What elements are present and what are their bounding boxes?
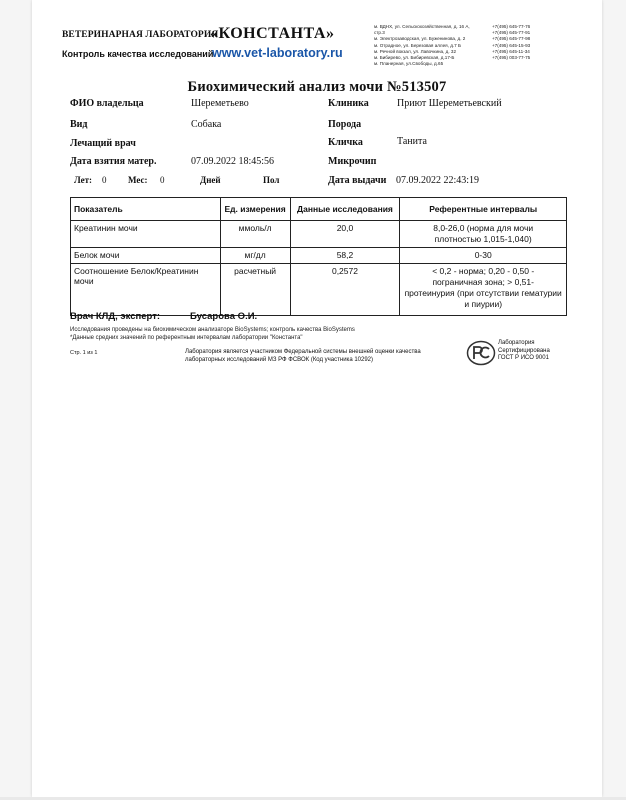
parameter-unit: расчетный [220, 264, 290, 316]
breed-label: Порода [328, 119, 362, 130]
species-value: Собака [191, 119, 222, 130]
nickname-value: Танита [397, 136, 427, 147]
parameter-unit: ммоль/л [220, 221, 290, 248]
table-header-row [71, 198, 567, 221]
clinic-value: Приют Шереметьевский [397, 98, 502, 109]
page-number: Стр. 1 из 1 [70, 350, 98, 356]
issue-date-label: Дата выдачи [328, 175, 387, 186]
parameter-name: Креатинин мочи [71, 221, 221, 248]
cert-line: Сертифицирована [498, 347, 550, 354]
phone-line: +7(495) 645-15-93 [492, 42, 531, 48]
table-row [71, 221, 567, 248]
address-line: м. Отрадное, ул. Березовая аллея, д.7 Б [374, 42, 462, 48]
months-label: Мес: [128, 175, 148, 185]
letterhead [62, 24, 582, 67]
reference-line: плотностью 1,015-1,040) [434, 234, 532, 244]
address-line: м. ВДНХ, ул. Сельскохозяйственная, д. 16 А, стр.3 [374, 24, 470, 36]
certification-text [498, 340, 550, 363]
phone-line: +7(495) 645-11-34 [492, 48, 530, 54]
owner-label: ФИО владельца [70, 98, 144, 109]
days-label: Дней [200, 175, 221, 185]
years-value: 0 [102, 175, 107, 185]
table-row [71, 264, 567, 316]
column-header: Ед. измерения [220, 198, 290, 221]
reference-interval [400, 221, 567, 248]
lab-website: www.vet-laboratory.ru [212, 46, 343, 60]
address-line: м. Электрозаводская, ул. Буженинова, д. 2 [374, 36, 466, 42]
lab-name: ВЕТЕРИНАРНАЯ ЛАБОРАТОРИЯ [62, 30, 219, 40]
address-list [374, 24, 479, 67]
reference-interval [400, 264, 567, 316]
document-title: Биохимический анализ мочи №513507 [187, 79, 447, 95]
months-value: 0 [160, 175, 165, 185]
sample-date-value: 07.09.2022 18:45:56 [191, 156, 275, 167]
reference-line: 8,0-26,0 (норма для мочи [433, 223, 534, 233]
phone-list [492, 24, 562, 61]
years-label: Лет: [74, 175, 93, 185]
table-row [71, 248, 567, 264]
address-line: м. Бибирево, ул. Бибиревская, д.17-Б [374, 55, 455, 61]
sample-date-label: Дата взятия матер. [70, 156, 157, 167]
lab-brand: «КОНСТАНТА» [210, 25, 335, 42]
phone-line: +7(495) 645-77-91 [492, 30, 531, 36]
reference-line: 0-30 [474, 250, 492, 260]
parameter-name: Белок мочи [71, 248, 221, 264]
cert-line: Лаборатория [498, 340, 535, 346]
sex-label: Пол [263, 175, 280, 185]
reference-interval [400, 248, 567, 264]
reference-line: < 0,2 - норма; 0,20 - 0,50 - [432, 266, 535, 276]
attending-doctor-label: Лечащий врач [70, 138, 136, 149]
reference-note: *Данные средних значений по референтным интервалам лаборатории "Константа" [70, 335, 303, 341]
fsvok-line: Лаборатория является участником Федеральной системы внешней оценки качества [185, 349, 421, 355]
analyzer-note: Исследования проведены на биохимическом анализаторе BioSystems; контроль качества BioSystems [70, 327, 355, 333]
parameter-value: 0,2572 [290, 264, 400, 316]
document-page [32, 0, 602, 797]
species-label: Вид [70, 119, 88, 130]
parameter-name: Соотношение Белок/Креатинин мочи [71, 264, 221, 316]
parameter-value: 58,2 [290, 248, 400, 264]
doctor-name: Бусарова О.И. [190, 311, 258, 322]
reference-line: пограничная зона; > 0,51- [432, 277, 534, 287]
reference-line: протеинурия (при отсутствии гематурии и пиурии) [404, 288, 562, 309]
doctor-label: Врач КЛД, эксперт: [70, 311, 161, 322]
parameter-value: 20,0 [290, 221, 400, 248]
column-header: Референтные интервалы [400, 198, 567, 221]
column-header: Показатель [71, 198, 221, 221]
fsvok-note [185, 348, 485, 364]
parameter-unit: мг/дл [220, 248, 290, 264]
nickname-label: Кличка [328, 137, 363, 148]
column-header: Данные исследования [290, 198, 400, 221]
certification-logo-icon [466, 340, 496, 366]
phone-line: +7(495) 645-77-98 [492, 36, 531, 42]
cert-line: ГОСТ Р ИСО 9001 [498, 355, 549, 361]
address-line: м. Планерная, ул.Свободы, д.65 [374, 61, 444, 67]
fsvok-line: лабораторных исследований МЗ РФ ФСВОК (Код участника 10292) [185, 357, 374, 363]
microchip-label: Микрочип [328, 156, 377, 167]
lab-subtitle: Контроль качества исследований [62, 49, 214, 59]
address-line: м. Речной вокзал, ул. Лавочкина, д. 32 [374, 48, 456, 54]
issue-date-value: 07.09.2022 22:43:19 [396, 175, 480, 186]
phone-line: +7(495) 003-77-75 [492, 55, 531, 61]
clinic-label: Клиника [328, 98, 369, 109]
results-table [70, 197, 567, 316]
owner-value: Шереметьево [191, 98, 249, 109]
phone-line: +7(495) 645-77-76 [492, 24, 531, 29]
